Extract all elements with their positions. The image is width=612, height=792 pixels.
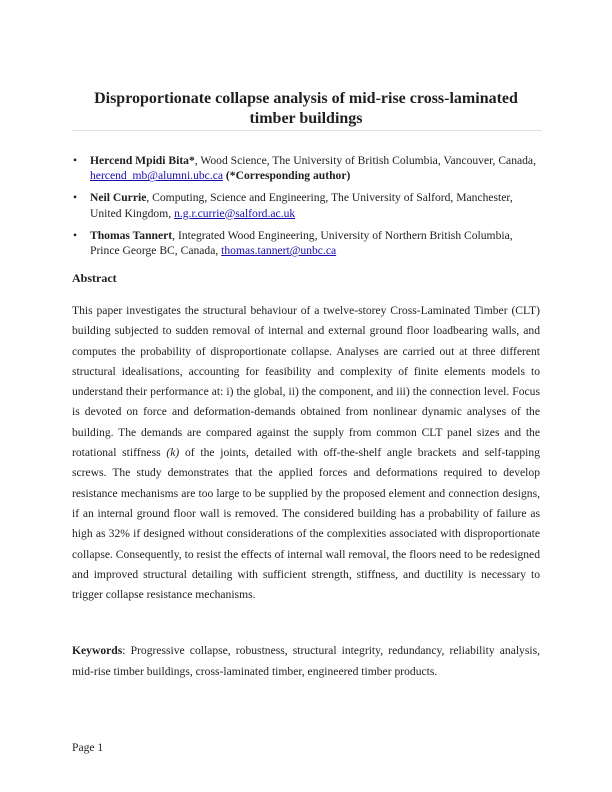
keywords-label: Keywords — [72, 644, 123, 657]
bullet-icon: • — [73, 228, 78, 242]
page-number: Page 1 — [72, 741, 104, 754]
author-list — [72, 153, 544, 265]
title-divider — [72, 130, 542, 131]
author-email-link[interactable]: n.g.r.currie@salford.ac.uk — [174, 206, 296, 220]
author-item — [72, 190, 544, 220]
paper-title: Disproportionate collapse analysis of mid-rise cross-laminated timber buildings — [94, 90, 518, 127]
bullet-icon: • — [73, 154, 78, 167]
author-email-link[interactable]: thomas.tannert@unbc.ca — [221, 244, 337, 258]
abstract-italic-symbol: (k) — [166, 446, 180, 460]
author-item — [72, 228, 544, 258]
author-name: Neil Currie — [90, 191, 147, 205]
author-item — [72, 153, 544, 183]
abstract-paragraph — [72, 301, 540, 605]
author-name: Hercend Mpidi Bita* — [90, 154, 195, 167]
author-affiliation: , Computing, Science and Engineering, The University of Salford, Manchester, United Kingdom, — [90, 191, 513, 220]
author-affiliation: , Wood Science, The University of British Columbia, Vancouver, Canada, — [194, 154, 536, 167]
corresponding-author-note: (*Corresponding author) — [223, 169, 351, 183]
author-affiliation: , Integrated Wood Engineering, University of Northern British Columbia, Prince George BC, Canada, — [90, 228, 513, 258]
abstract-text-part2: of the joints, detailed with off-the-shelf angle brackets and self-tapping screws. The study demonstrates that the applied forces and deformations required to develop resistance mechanisms are too large to be supplied by the proposed element and connection designs, if an internal ground floor wall is removed. The considered building has a probability of failure as high as 32% if designed without considerations of the complexities associated with disproportionate collapse. Consequently, to resist the effects of internal wall removal, the floors need to be redesigned and improved structural detailing with sufficient strength, stiffness, and ductility is necessary to trigger collapse resistance mechanisms. — [72, 446, 540, 602]
keywords-paragraph — [72, 641, 540, 682]
abstract-text-part1: This paper investigates the structural behaviour of a twelve-storey Cross-Laminated Timber (CLT) building subjected to sudden removal of internal and external ground floor loadbearing walls, and computes the probability of disproportionate collapse. Analyses are carried out at three different structural idealisations, accounting for feasibility and complexity of finite elements models to understand their performance at: i) the global, ii) the component, and iii) the connection level. Focus is devoted on force and deformation-demands obtained from nonlinear dynamic analyses of the building. The demands are compared against the supply from common CLT panel sizes and the rotational stiffness — [72, 304, 540, 460]
keywords-text: : Progressive collapse, robustness, structural integrity, redundancy, reliability analysis, mid-rise timber buildings, cross-laminated timber, engineered timber products. — [72, 644, 540, 678]
bullet-icon: • — [73, 191, 78, 205]
author-name: Thomas Tannert — [90, 228, 173, 242]
author-email-link[interactable]: hercend_mb@alumni.ubc.ca — [90, 169, 224, 183]
abstract-heading: Abstract — [72, 271, 117, 285]
